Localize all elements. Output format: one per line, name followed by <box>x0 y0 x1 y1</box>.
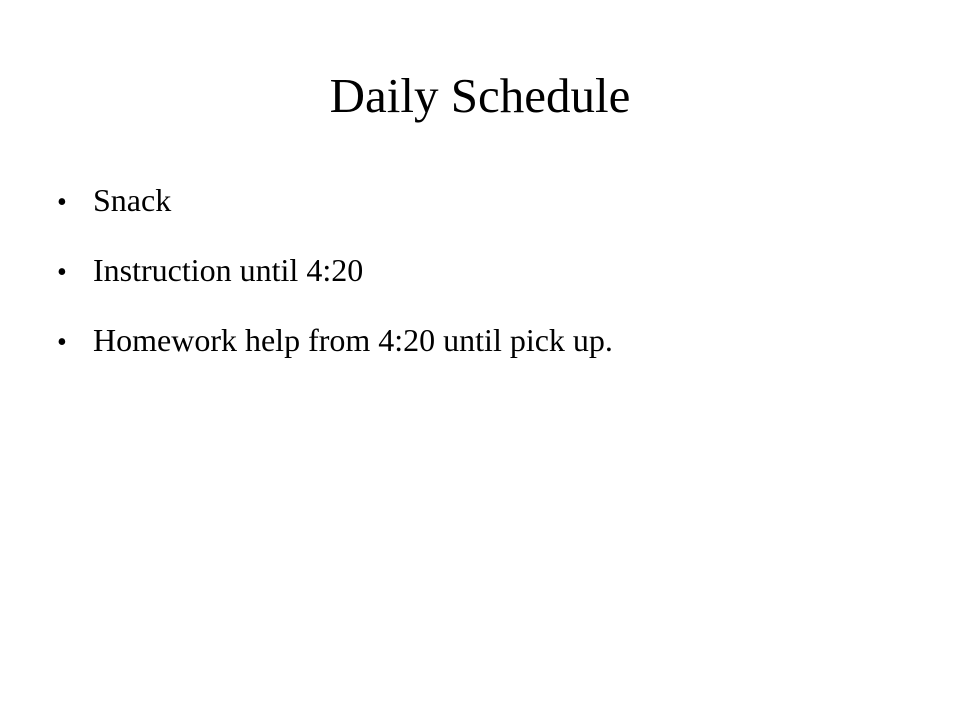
bullet-item <box>57 246 917 294</box>
bullet-list <box>57 176 917 386</box>
bullet-item <box>57 316 917 364</box>
bullet-text: Homework help from 4:20 until pick up. <box>93 322 613 358</box>
bullet-text: Snack <box>93 182 172 218</box>
bullet-dot-icon: • <box>57 327 67 358</box>
bullet-item <box>57 176 917 224</box>
bullet-dot-icon: • <box>57 187 67 218</box>
bullet-text: Instruction until 4:20 <box>93 252 364 288</box>
slide-title: Daily Schedule <box>329 68 631 123</box>
bullet-dot-icon: • <box>57 257 67 288</box>
